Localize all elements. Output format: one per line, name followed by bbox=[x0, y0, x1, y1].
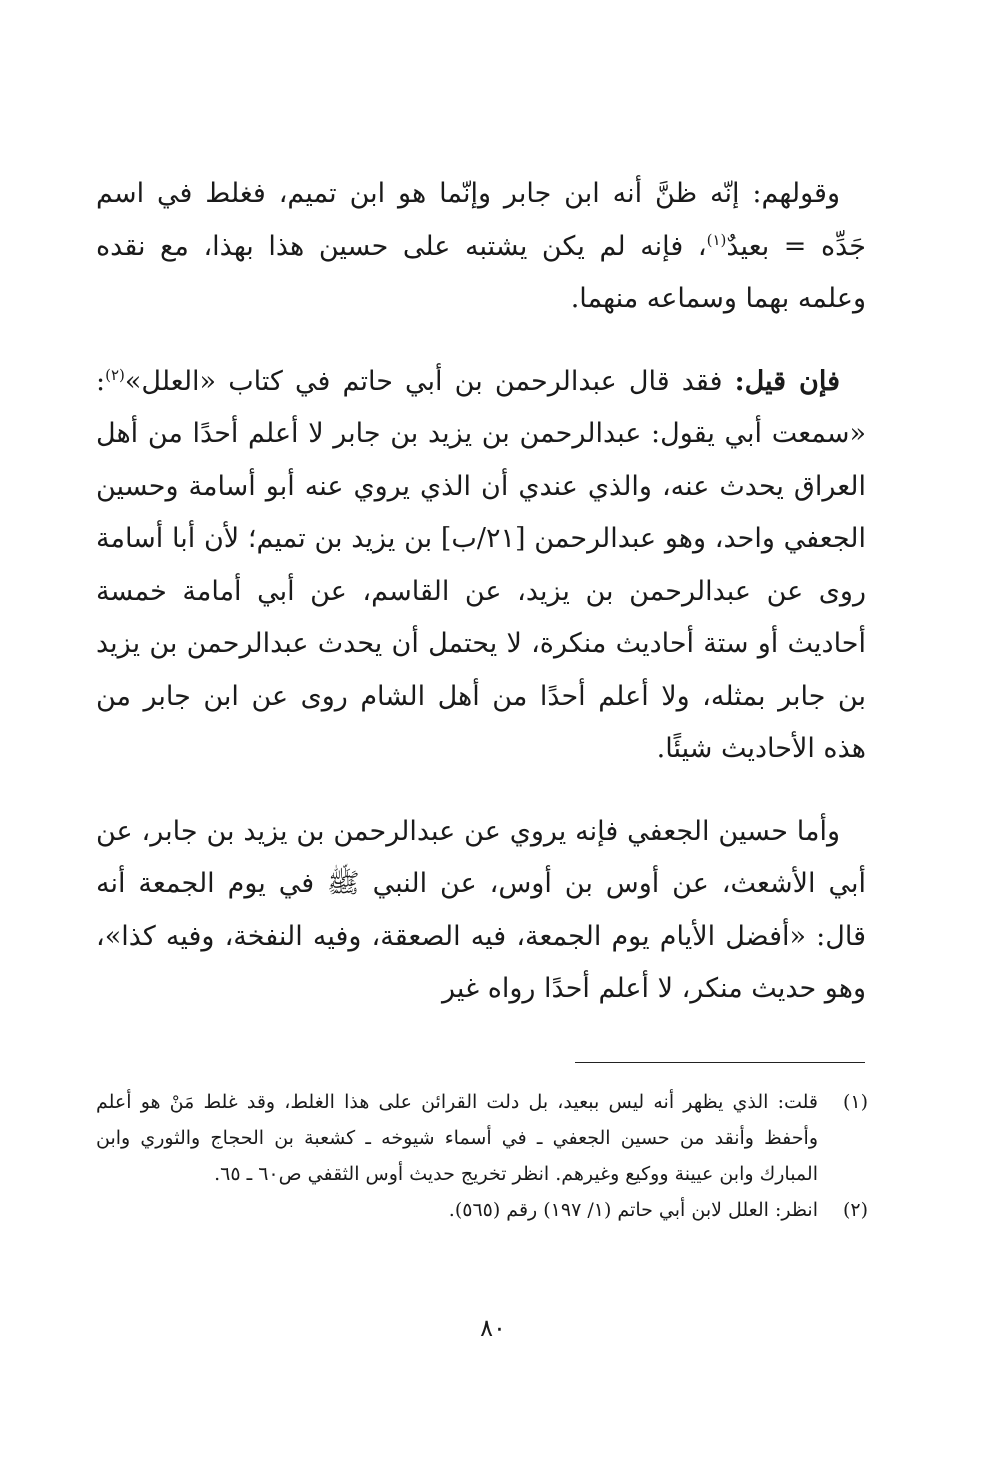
footnote-2-number: (٢) bbox=[842, 1199, 868, 1221]
footnotes bbox=[96, 1084, 868, 1228]
paragraph-2-lead: فإن قيل: bbox=[734, 365, 840, 397]
paragraph-2-text: فقد قال عبدالرحمن بن أبي حاتم في كتاب «العلل» bbox=[124, 365, 735, 397]
footnote-1 bbox=[96, 1084, 868, 1192]
footnote-divider bbox=[575, 1062, 865, 1063]
paragraph-3 bbox=[96, 806, 866, 1016]
footnote-1-text: قلت: الذي يظهر أنه ليس ببعيد، بل دلت القرائن على هذا الغلط، وقد غلط مَنْ هو أعلم وأحفظ وأنقد من حسين الجعفي ـ في أسماء شيوخه ـ كشعبة بن الحجاج والثوري وابن المبارك وابن عيينة ووكيع وغيرهم. انظر تخريج حديث أوس الثقفي ص٦٠ ـ ٦٥. bbox=[96, 1091, 818, 1185]
footnote-2-text: انظر: العلل لابن أبي حاتم (١/ ١٩٧) رقم (٥٦٥). bbox=[448, 1199, 818, 1221]
main-text bbox=[96, 168, 866, 1046]
page-number: ٨٠ bbox=[480, 1314, 506, 1342]
paragraph-3-text: وأما حسين الجعفي فإنه يروي عن عبدالرحمن بن يزيد بن جابر، عن أبي الأشعث، عن أوس بن أوس، عن النبي ﷺ في يوم الجمعة أنه قال: «أفضل الأيام يوم الجمعة، فيه الصعقة، وفيه النفخة، وفيه كذا»، وهو حديث منكر، لا أعلم أحدًا رواه غير bbox=[96, 815, 866, 1004]
footnote-1-number: (١) bbox=[842, 1091, 868, 1113]
paragraph-2-tail: : «سمعت أبي يقول: عبدالرحمن بن يزيد بن جابر لا أعلم أحدًا من أهل العراق يحدث عنه، والذي عندي أن الذي يروي عنه أبو أسامة وحسين الجعفي واحد، وهو عبدالرحمن [٢١/ب] بن يزيد بن تميم؛ لأن أبا أسامة روى عن عبدالرحمن بن يزيد، عن القاسم، عن أبي أمامة خمسة أحاديث أو ستة أحاديث منكرة، لا يحتمل أن يحدث عبدالرحمن بن يزيد بن جابر بمثله، ولا أعلم أحدًا من أهل الشام روى عن ابن جابر من هذه الأحاديث شيئًا. bbox=[96, 365, 866, 764]
paragraph-2 bbox=[96, 356, 866, 776]
footnote-2 bbox=[96, 1192, 868, 1228]
footnote-ref-1: (١) bbox=[706, 230, 727, 249]
footnote-ref-2: (٢) bbox=[105, 365, 125, 384]
paragraph-1 bbox=[96, 168, 866, 326]
paragraph-1-text: وقولهم: إنّه ظنَّ أنه ابن جابر وإنّما هو ابن تميم، فغلط في اسم جَدِّه = بعيدٌ bbox=[96, 178, 866, 262]
paragraph-1-tail: ، فإنه لم يكن يشتبه على حسين هذا بهذا، مع نقده وعلمه بهما وسماعه منهما. bbox=[96, 230, 866, 314]
